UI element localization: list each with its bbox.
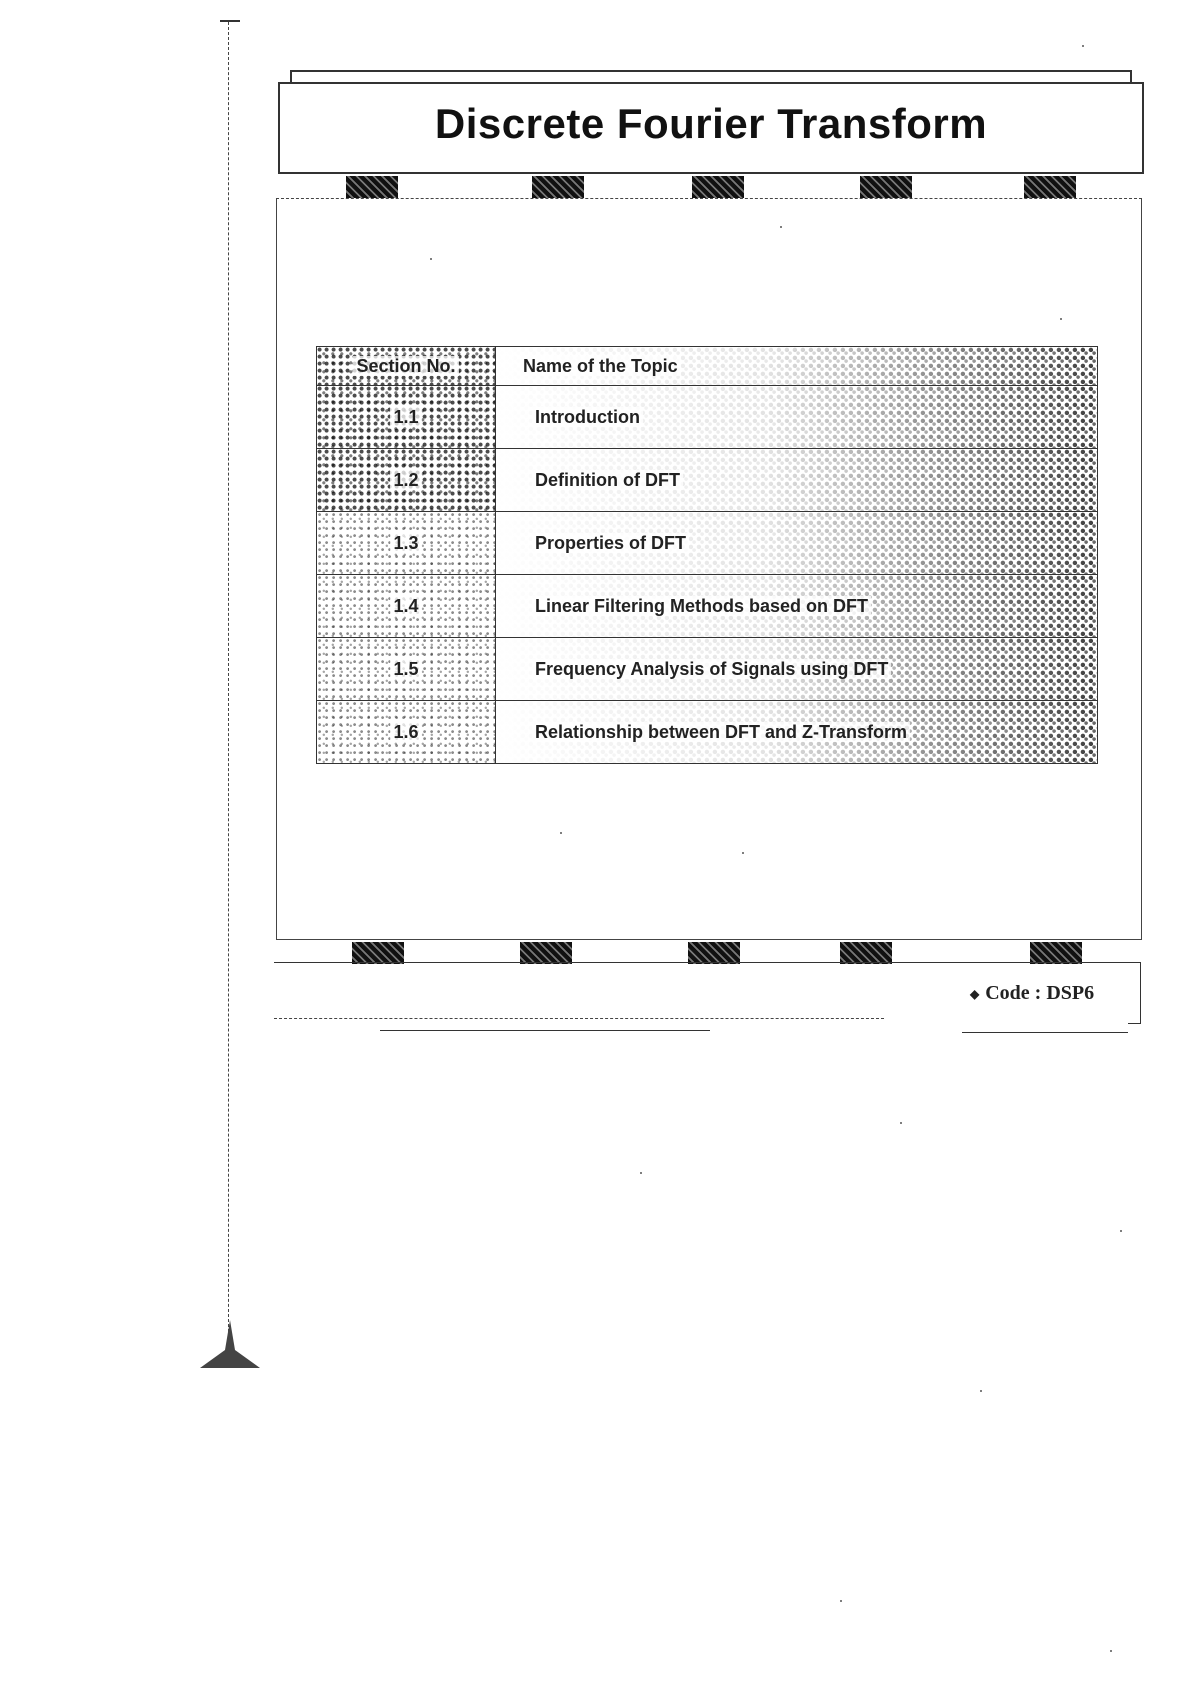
section-number: 1.1 [390,407,421,427]
banner-tab [346,176,398,198]
scan-speck [640,1172,642,1174]
footer-tab [688,942,740,964]
page-title: Discrete Fourier Transform [434,100,988,147]
scan-speck [1082,45,1084,47]
topic-name-cell [496,386,1098,449]
section-number-cell [317,386,496,449]
scan-speck [780,226,782,228]
footer-rule [380,1030,710,1031]
scan-speck [742,852,744,854]
topic-name-cell [496,512,1098,575]
section-number-cell [317,575,496,638]
section-number: 1.5 [390,659,421,679]
table-row [317,386,1098,449]
scan-speck [560,832,562,834]
table-header-row [317,347,1098,386]
scan-speck [980,1390,982,1392]
document-code [970,982,1094,1005]
scan-speck [1120,1230,1122,1232]
header-topic-name-label: Name of the Topic [520,356,681,376]
topic-name: Properties of DFT [532,533,689,553]
banner-tab [1024,176,1076,198]
table-row [317,575,1098,638]
topic-name-cell [496,575,1098,638]
scan-speck [840,1600,842,1602]
section-number: 1.3 [390,533,421,553]
table-row [317,638,1098,701]
topic-name: Relationship between DFT and Z-Transform [532,722,910,742]
footer-tab [1030,942,1082,964]
topic-name-cell [496,701,1098,764]
table-row [317,512,1098,575]
section-number: 1.4 [390,596,421,616]
footer-tab [840,942,892,964]
table-row [317,449,1098,512]
footer-rule [962,1032,1128,1033]
topic-name-cell [496,449,1098,512]
footer-rule [274,962,1130,963]
scan-speck [1060,318,1062,320]
code-box-bracket [1128,962,1141,1024]
header-section-no [317,347,496,386]
footer-tab [352,942,404,964]
topic-name: Definition of DFT [532,470,683,490]
banner-tab [692,176,744,198]
document-code-text: Code : DSP6 [985,982,1095,1004]
footer-tab [520,942,572,964]
section-number-cell [317,512,496,575]
footer-rule [274,1018,884,1019]
topic-name-cell [496,638,1098,701]
section-number-cell [317,449,496,512]
scan-speck [1110,1650,1112,1652]
scan-speck [430,258,432,260]
topic-name: Linear Filtering Methods based on DFT [532,596,871,616]
margin-cap [220,20,240,22]
section-number-cell [317,701,496,764]
section-number: 1.6 [390,722,421,742]
banner-tab [860,176,912,198]
scan-speck [900,1122,902,1124]
banner-tab [532,176,584,198]
section-number-cell [317,638,496,701]
margin-rule [228,22,229,1352]
scan-artifact-icon [195,1320,265,1370]
topics-table [316,346,1098,764]
table-row [317,701,1098,764]
header-section-no-label: Section No. [353,356,458,376]
header-topic-name [496,347,1098,386]
section-number: 1.2 [390,470,421,490]
bullet-icon: ◆ [970,986,980,1001]
topic-name: Frequency Analysis of Signals using DFT [532,659,891,679]
topic-name: Introduction [532,407,643,427]
